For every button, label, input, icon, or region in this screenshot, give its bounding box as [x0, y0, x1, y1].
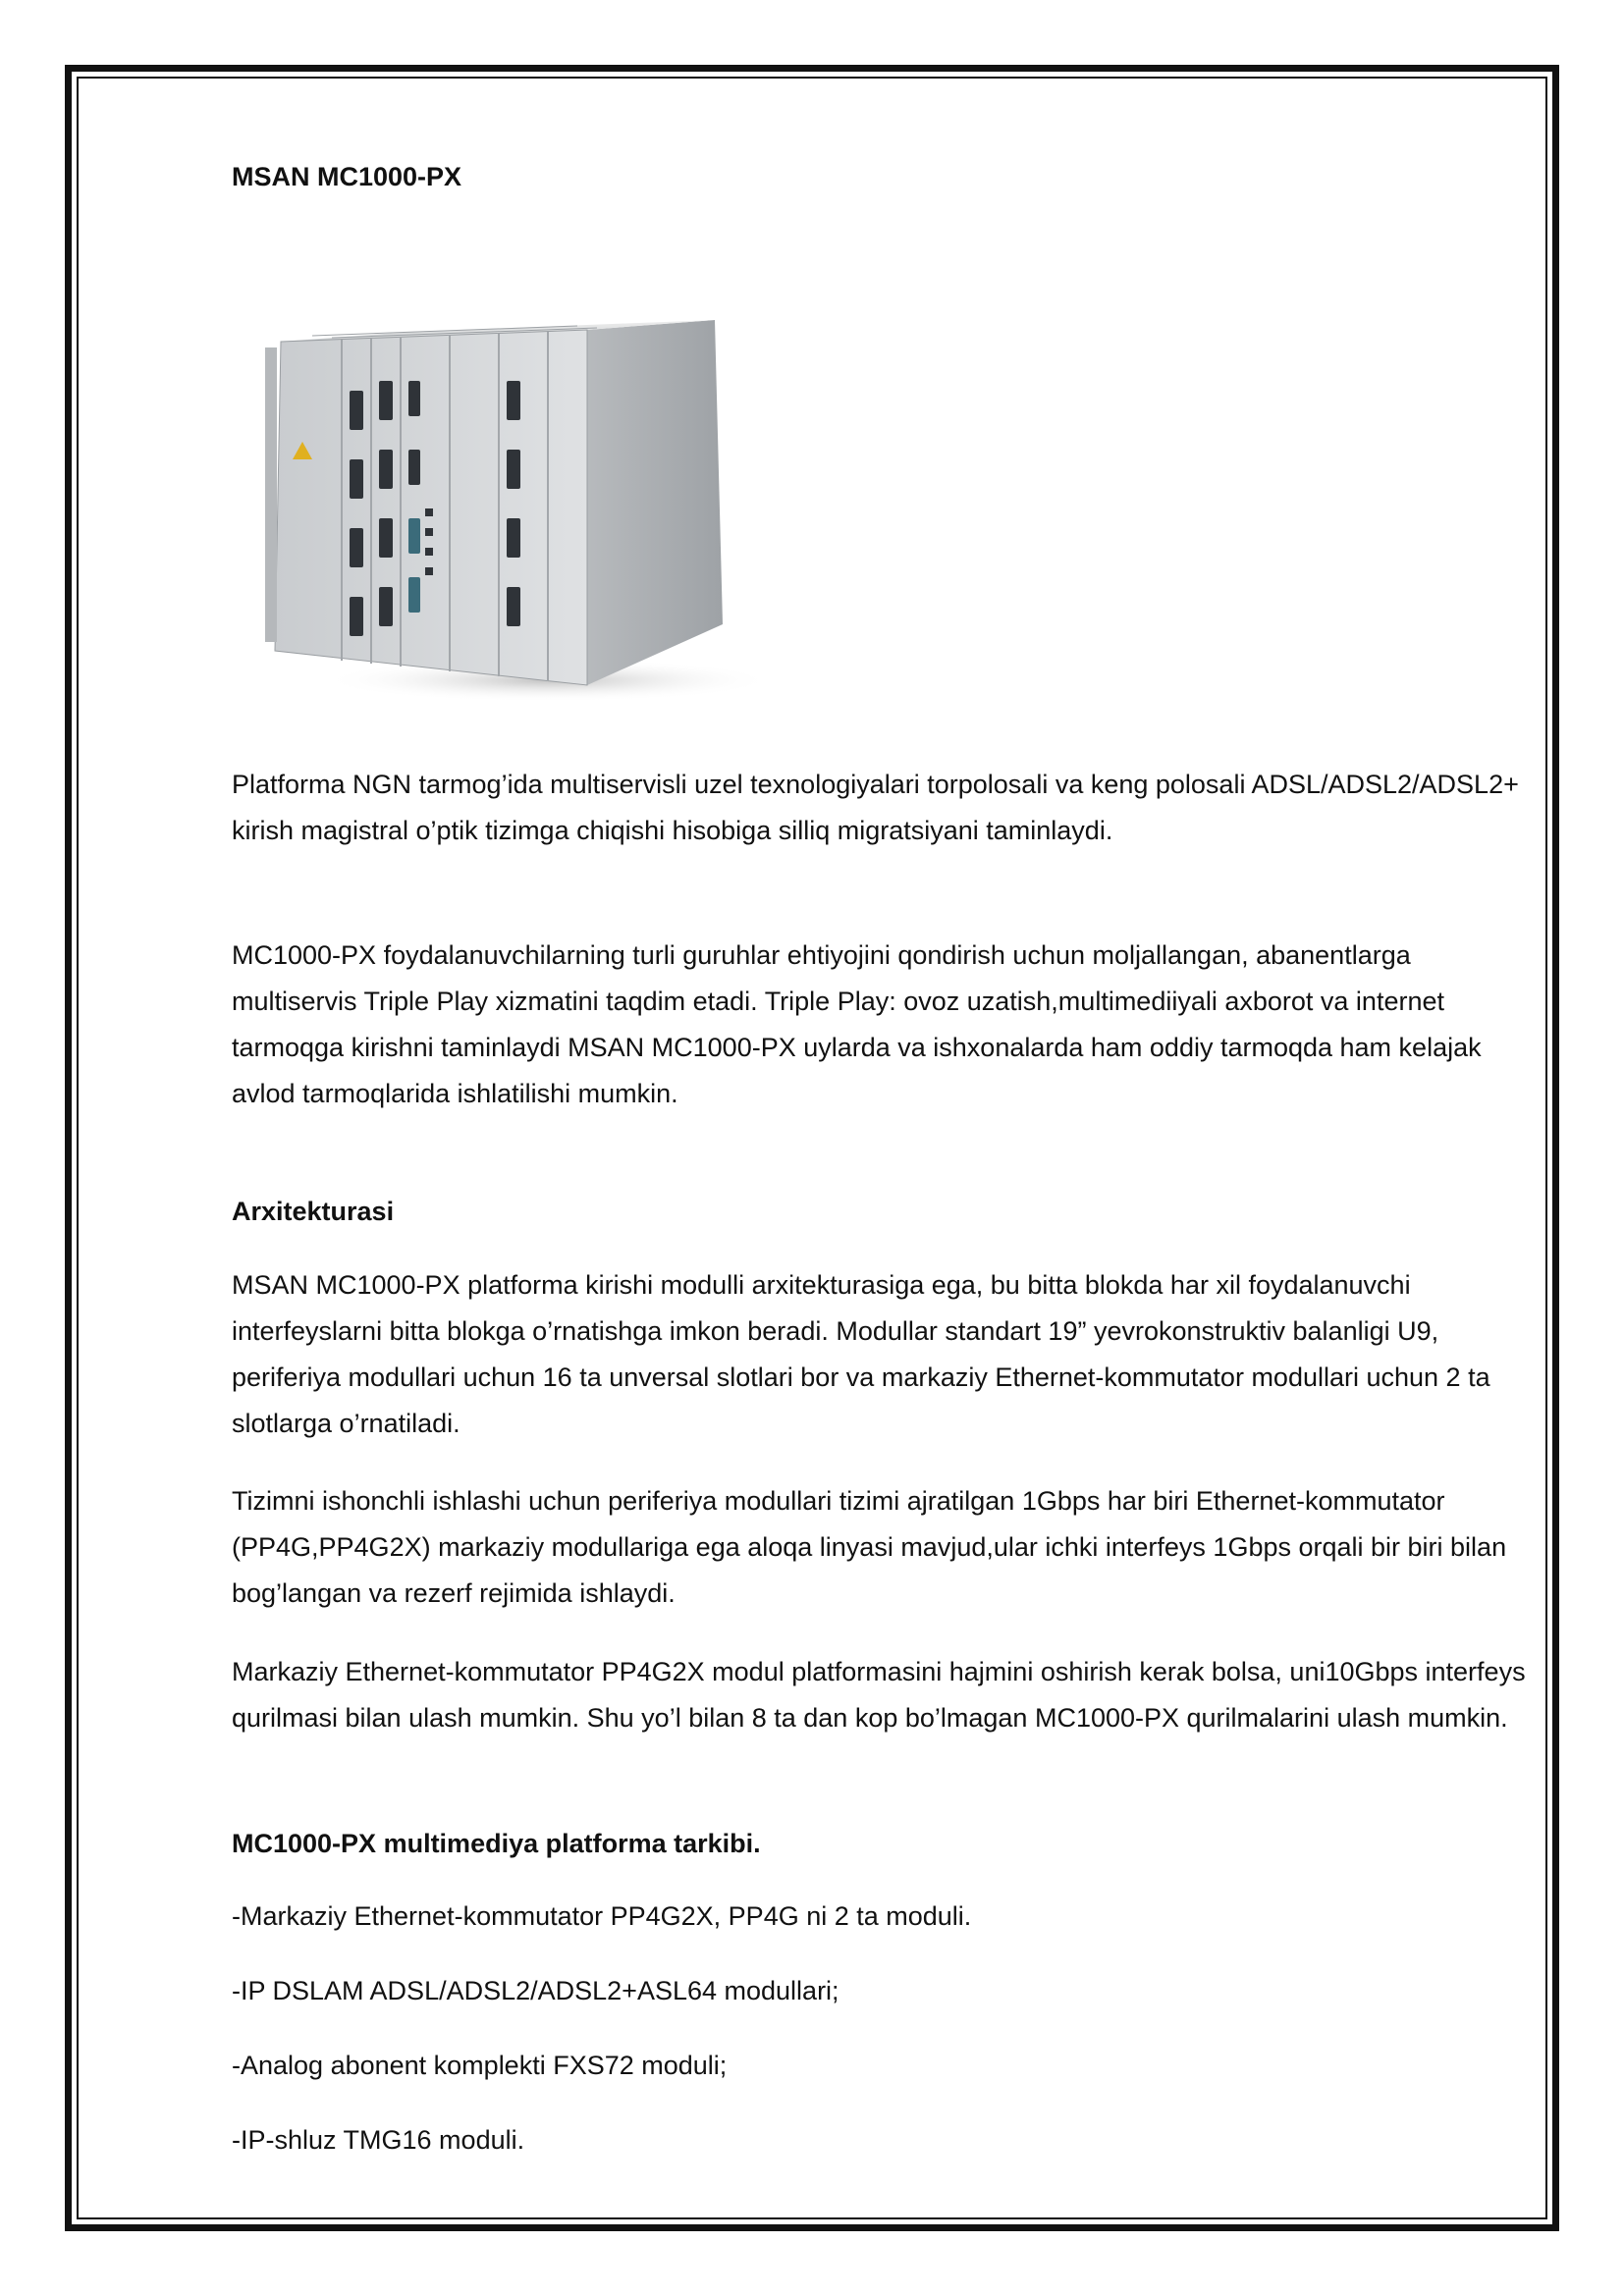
list-item: -Markaziy Ethernet-kommutator PP4G2X, PP4G ni 2 ta moduli. — [232, 1901, 972, 1931]
paragraph-architecture-modules: MSAN MC1000-PX platforma kirishi modulli arxitekturasiga ega, bu bitta blokda har xil foydalanuvchi interfeyslarni bitta blokga o’rnatishga imkon beradi. Modullar standart 19” yevrokonstruktiv balanligi U9, periferiya modullari uchun 16 ta unversal slotlari bor va markaziy Ethernet-kommutator modullari uchun 2 ta slotlarga o’rnatiladi. — [232, 1270, 1490, 1438]
equipment-photo — [253, 312, 764, 705]
section-heading-architecture: Arxitekturasi — [232, 1197, 395, 1226]
list-item: -IP DSLAM ADSL/ADSL2/ADSL2+ASL64 modullari; — [232, 1976, 839, 2005]
paragraph-architecture-scaling: Markaziy Ethernet-kommutator PP4G2X modul platformasini hajmini oshirish kerak bolsa, uni10Gbps interfeys qurilmasi bilan ulash mumkin. Shu yo’l bilan 8 ta dan kop bo’lmagan MC1000-PX qurilmalarini ulash mumkin. — [232, 1657, 1526, 1733]
list-item: -Analog abonent komplekti FXS72 moduli; — [232, 2051, 728, 2080]
list-item: -IP-shluz TMG16 moduli. — [232, 2125, 525, 2155]
paragraph-triple-play: MC1000-PX foydalanuvchilarning turli guruhlar ehtiyojini qondirish uchun moljallangan, abanentlarga multiservis Triple Play xizmatini taqdim etadi. Triple Play: ovoz uzatish,multimediiyali axborot va internet tarmoqga kirishni taminlaydi MSAN MC1000-PX uylarda va ishxonalarda ham oddiy tarmoqda ham kelajak avlod tarmoqlarida ishlatilishi mumkin. — [232, 940, 1482, 1108]
section-heading-composition: MC1000-PX multimediya platforma tarkibi. — [232, 1829, 761, 1858]
document-title: MSAN MC1000-PX — [232, 162, 462, 191]
paragraph-intro: Platforma NGN tarmog’ida multiservisli uzel texnologiyalari torpolosali va keng polosali ADSL/ADSL2/ADSL2+ kirish magistral o’ptik tizimga chiqishi hisobiga silliq migratsiyani taminlaydi. — [232, 770, 1519, 845]
paragraph-architecture-reliability: Tizimni ishonchli ishlashi uchun periferiya modullari tizimi ajratilgan 1Gbps har biri Ethernet-kommutator (PP4G,PP4G2X) markaziy modullariga ega aloqa linyasi mavjud,ular ichki interfeys 1Gbps orqali bir biri bilan bog’langan va rezerf rejimida ishlaydi. — [232, 1486, 1507, 1608]
